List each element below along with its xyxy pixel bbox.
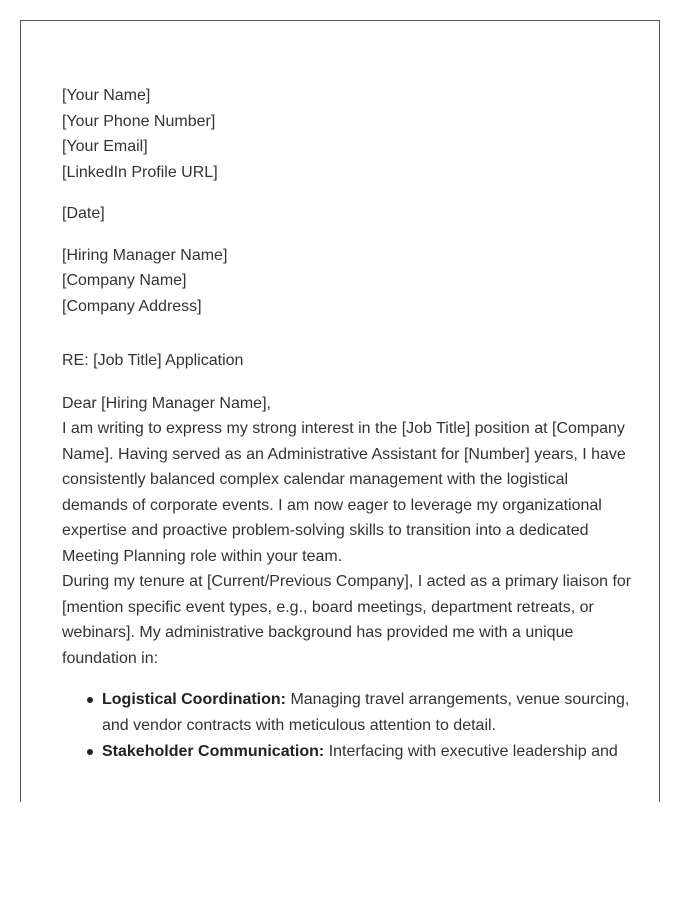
subject-line: RE: [Job Title] Application (62, 352, 244, 369)
body-paragraph-1: I am writing to express my strong interest in the [Job Title] position at [Company Name]. Having served as an Administrative Assistant for [Number] years, I have consistently balanced complex calendar management with the logistical demands of corporate events. I am now eager to leverage my organizational expertise and proactive problem-solving skills to transition into a dedicated Meeting Planning role within your team. (62, 420, 626, 565)
bullet-icon (87, 749, 93, 755)
salutation: Dear [Hiring Manager Name], (62, 394, 271, 412)
recipient-company: [Company Name] (62, 272, 187, 289)
sender-block (62, 83, 632, 185)
recipient-name: [Hiring Manager Name] (62, 246, 228, 264)
letter-date: [Date] (62, 205, 105, 222)
subject-block (62, 348, 632, 374)
skills-list (62, 687, 632, 765)
list-item-text: Managing travel arrangements, venue sourcing, and vendor contracts with meticulous attention to detail. (102, 691, 630, 734)
bullet-icon (87, 697, 93, 703)
list-item-text: Interfacing with executive leadership and (324, 743, 618, 760)
sender-phone: [Your Phone Number] (62, 112, 216, 130)
recipient-address: [Company Address] (62, 297, 202, 315)
list-item-label: Logistical Coordination: (102, 691, 286, 708)
salutation-block (62, 391, 632, 417)
sender-name: [Your Name] (62, 87, 151, 104)
body-paragraph-2: During my tenure at [Current/Previous Company], I acted as a primary liaison for [mention specific event types, e.g., board meetings, department retreats, or webinars]. My administrative background has provided me with a unique foundation in: (62, 573, 632, 667)
list-item (102, 687, 632, 738)
sender-linkedin: [LinkedIn Profile URL] (62, 163, 218, 181)
recipient-block (62, 243, 632, 320)
letter-page (20, 20, 660, 802)
date-block (62, 201, 632, 227)
sender-email: [Your Email] (62, 138, 148, 155)
list-item-label: Stakeholder Communication: (102, 743, 325, 760)
list-item (102, 739, 632, 765)
letter-content (62, 83, 632, 765)
